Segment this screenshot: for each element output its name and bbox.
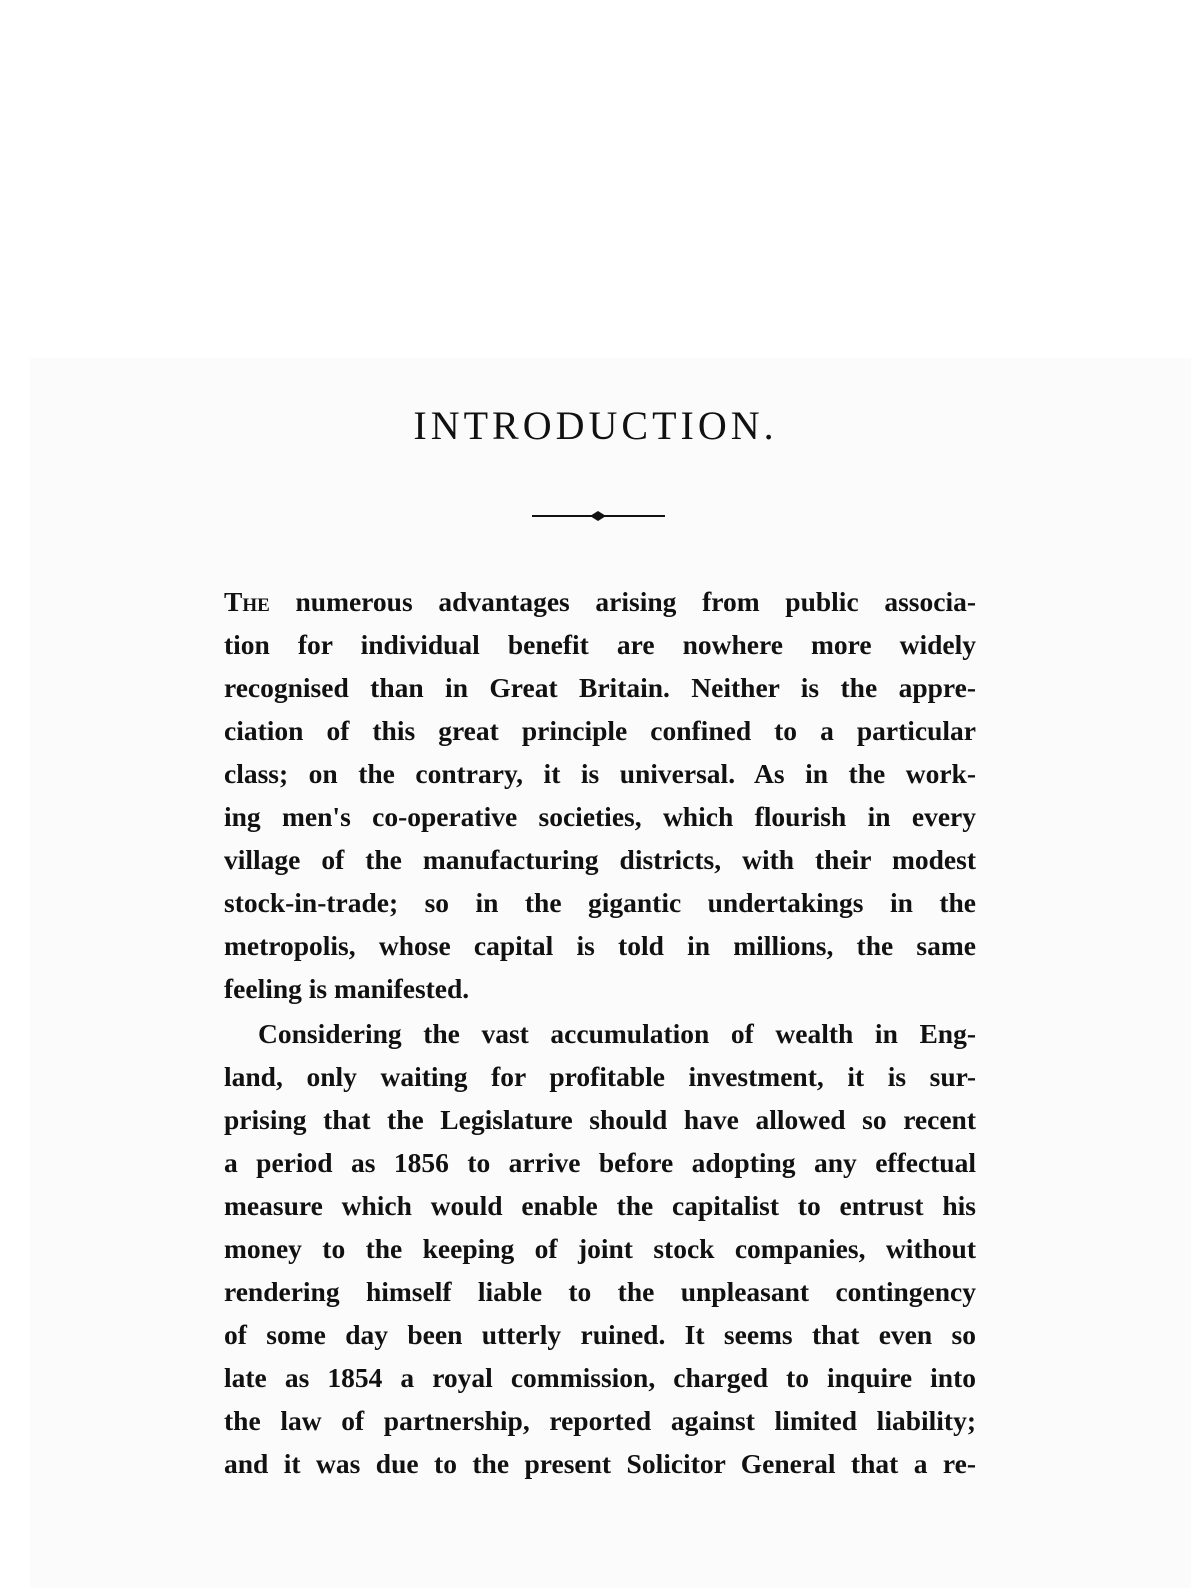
paragraph-1-line-3: recognised than in Great Britain. Neither is the appre-: [224, 672, 976, 703]
paragraph-1-line-4: ciation of this great principle confined to a particular: [224, 715, 976, 746]
paragraph-1-line-10: feeling is manifested.: [224, 973, 470, 1004]
paragraph-2-line-10: the law of partnership, reported against limited liability;: [224, 1405, 976, 1436]
paragraph-2-line-7: rendering himself liable to the unpleasant contingency: [224, 1276, 976, 1307]
line-text: numerous advantages arising from public associa-: [295, 586, 976, 617]
paragraph-1-line-5: class; on the contrary, it is universal. As in the work-: [224, 758, 976, 789]
paragraph-2-line-11: and it was due to the present Solicitor General that a re-: [224, 1448, 976, 1479]
paragraph-2-line-9: late as 1854 a royal commission, charged to inquire into: [224, 1362, 976, 1393]
paragraph-1-line-6: ing men's co-operative societies, which flourish in every: [224, 801, 976, 832]
paragraph-2-line-6: money to the keeping of joint stock companies, without: [224, 1233, 976, 1264]
paragraph-2-line-1: Considering the vast accumulation of wealth in Eng-: [258, 1018, 976, 1049]
paragraph-1-line-1: [224, 580, 976, 623]
drop-word: The: [224, 586, 270, 617]
paragraph-2-line-8: of some day been utterly ruined. It seems that even so: [224, 1319, 976, 1350]
paragraph-2-line-2: land, only waiting for profitable investment, it is sur-: [224, 1061, 976, 1092]
paragraph-1-line-8: stock-in-trade; so in the gigantic undertakings in the: [224, 887, 976, 918]
paragraph-1-line-7: village of the manufacturing districts, with their modest: [224, 844, 976, 875]
paragraph-2-line-5: measure which would enable the capitalist to entrust his: [224, 1190, 976, 1221]
paragraph-1-line-2: tion for individual benefit are nowhere more widely: [224, 629, 976, 660]
chapter-title: INTRODUCTION.: [413, 403, 778, 448]
rule-with-diamond-ornament-icon: [532, 506, 665, 526]
paragraph-2-line-3: prising that the Legislature should have allowed so recent: [224, 1104, 976, 1135]
paragraph-1-line-9: metropolis, whose capital is told in millions, the same: [224, 930, 976, 961]
paragraph-2-line-4: a period as 1856 to arrive before adopting any effectual: [224, 1147, 976, 1178]
